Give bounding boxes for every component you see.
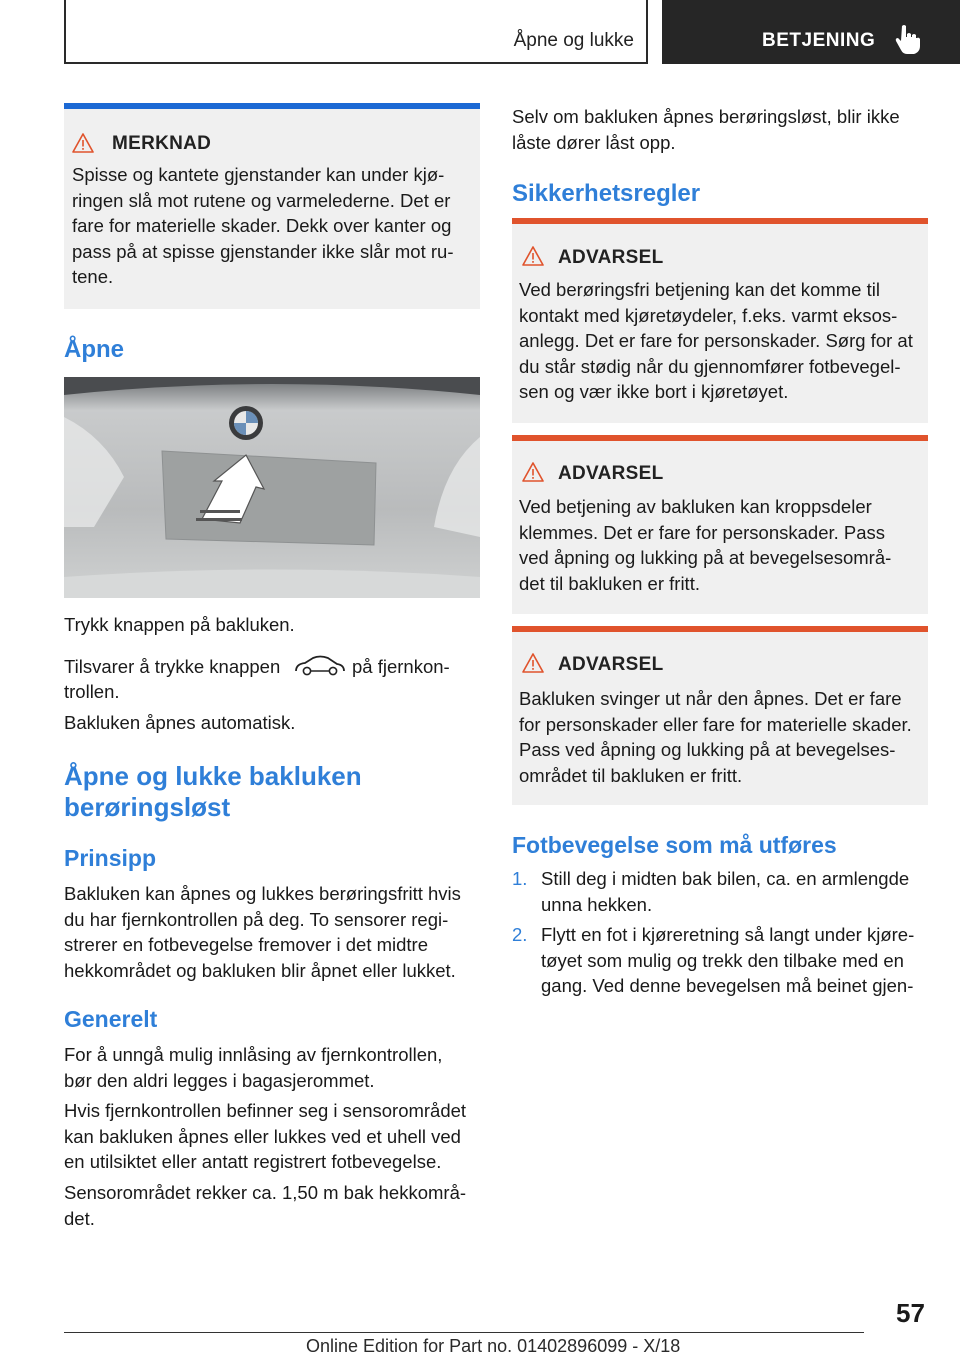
text-line: tene.: [72, 266, 114, 287]
heading-line: Åpne og lukke bakluken: [64, 761, 362, 791]
step-text: [541, 922, 933, 999]
text-line: Bakluken kan åpnes og lukkes berøringsfritt hvis: [64, 883, 461, 904]
warning-triangle-icon: [522, 462, 544, 482]
step-text: [541, 866, 931, 917]
warning-triangle-icon: [522, 653, 544, 673]
text-line: Ved betjening av bakluken kan kroppsdeler: [519, 496, 872, 517]
heading-foot-movement: Fotbevegelse som må utføres: [512, 832, 837, 858]
equiv-text-line2: trollen.: [64, 681, 120, 702]
heading-open: Åpne: [64, 336, 124, 363]
text-line: området til bakluken er fritt.: [519, 764, 743, 786]
text-line: hekkområdet og bakluken blir åpnet eller lukket.: [64, 959, 456, 981]
warning-text: [519, 686, 925, 788]
press-button-text: Trykk knappen på bakluken.: [64, 614, 295, 635]
warning-text: [519, 277, 925, 405]
text-line: For å unngå mulig innlåsing av fjernkontrollen,: [64, 1044, 443, 1065]
edition-text: Online Edition for Part no. 01402896099 - X/18: [306, 1336, 681, 1356]
heading-safety: Sikkerhetsregler: [512, 180, 701, 207]
auto-open-text: Bakluken åpnes automatisk.: [64, 712, 296, 733]
text-line: det.: [64, 1207, 95, 1229]
intro-text: [512, 104, 928, 155]
warning-title: ADVARSEL: [558, 654, 664, 675]
heading-line: berøringsløst: [64, 792, 231, 822]
text-line: tøyet som mulig og trekk den tilbake med en: [541, 949, 904, 971]
text-line: det til bakluken er fritt.: [519, 572, 700, 594]
pointing-hand-icon: [894, 24, 922, 54]
text-line: en utilsiktet eller antatt registrert fotbevegelse.: [64, 1151, 442, 1172]
heading-principle: Prinsipp: [64, 845, 157, 871]
footer-divider: [64, 1332, 864, 1333]
warning-title: ADVARSEL: [558, 247, 664, 268]
step-number: 2.: [512, 924, 528, 945]
text-line: kan bakluken åpnes eller lukkes ved et uhell ved: [64, 1125, 461, 1147]
heading-touchless: [64, 761, 362, 823]
text-line: Still deg i midten bak bilen, ca. en armlengde: [541, 868, 910, 889]
text-line: fare for materielle skader. Dekk over kanter og: [72, 215, 452, 236]
general-text-3: [64, 1180, 480, 1231]
text-line: ved åpning og lukking på at bevegelsesområ-: [519, 547, 892, 568]
text-line: Pass ved åpning og lukking på at bevegelses-: [519, 739, 896, 760]
text-line: pass på at spisse gjenstander ikke slår mot ru-: [72, 240, 454, 262]
text-line: Ved berøringsfri betjening kan det komme til: [519, 279, 880, 300]
text-line: bør den aldri legges i bagasjerommet.: [64, 1069, 375, 1091]
text-line: ringen slå mot rutene og varmelederne. Det er: [72, 189, 451, 211]
text-line: låste dører låst opp.: [512, 131, 676, 153]
text-line: klemmes. Det er fare for personskader. Pass: [519, 521, 886, 543]
general-text-2: [64, 1098, 484, 1175]
text-line: anlegg. Det er fare for personskader. Sørg for at: [519, 330, 913, 351]
text-line: kontakt med kjøretøydeler, f.eks. varmt eksos-: [519, 304, 898, 326]
step-number: 1.: [512, 868, 528, 889]
warning-text: [519, 494, 925, 596]
text-line: Hvis fjernkontrollen befinner seg i sensorområdet: [64, 1100, 467, 1121]
warning-triangle-icon: [522, 246, 544, 266]
text-line: gang. Ved denne bevegelsen må beinet gjen-: [541, 975, 914, 996]
text-line: Selv om bakluken åpnes berøringsløst, blir ikke: [512, 106, 900, 127]
text-line: Sensorområdet rekker ca. 1,50 m bak hekkområ-: [64, 1182, 467, 1203]
chapter-label: BETJENING: [762, 30, 876, 51]
tailgate-photo: [64, 377, 480, 598]
text-line: du har fjernkontrollen på deg. To sensorer regi-: [64, 908, 449, 930]
general-text-1: [64, 1042, 480, 1093]
text-line: Bakluken svinger ut når den åpnes. Det er fare: [519, 688, 902, 709]
text-line: Flytt en fot i kjøreretning så langt under kjøre-: [541, 924, 915, 945]
text-line: du står stødig når du gjennomfører fotbevegel-: [519, 355, 901, 377]
section-title: Åpne og lukke: [513, 30, 634, 51]
warning-triangle-icon: [72, 133, 94, 153]
notice-title: MERKNAD: [112, 133, 212, 154]
page-number: 57: [896, 1298, 925, 1328]
tailgate-illustration: [64, 377, 480, 598]
text-line: for personskader eller fare for materielle skader.: [519, 713, 912, 735]
text-line: strerer en fotbevegelse fremover i det midtre: [64, 934, 428, 955]
warning-title: ADVARSEL: [558, 463, 664, 484]
equiv-text-pre: Tilsvarer å trykke knappen: [64, 656, 281, 677]
text-line: sen og vær ikke bort i kjøretøyet.: [519, 381, 789, 402]
car-remote-icon: [293, 654, 347, 678]
text-line: unna hekken.: [541, 893, 653, 915]
heading-general: Generelt: [64, 1006, 158, 1032]
text-line: Spisse og kantete gjenstander kan under kjø-: [72, 164, 445, 185]
notice-text: [72, 162, 472, 290]
equiv-text-post: på fjernkon-: [352, 656, 450, 677]
principle-text: [64, 881, 480, 983]
